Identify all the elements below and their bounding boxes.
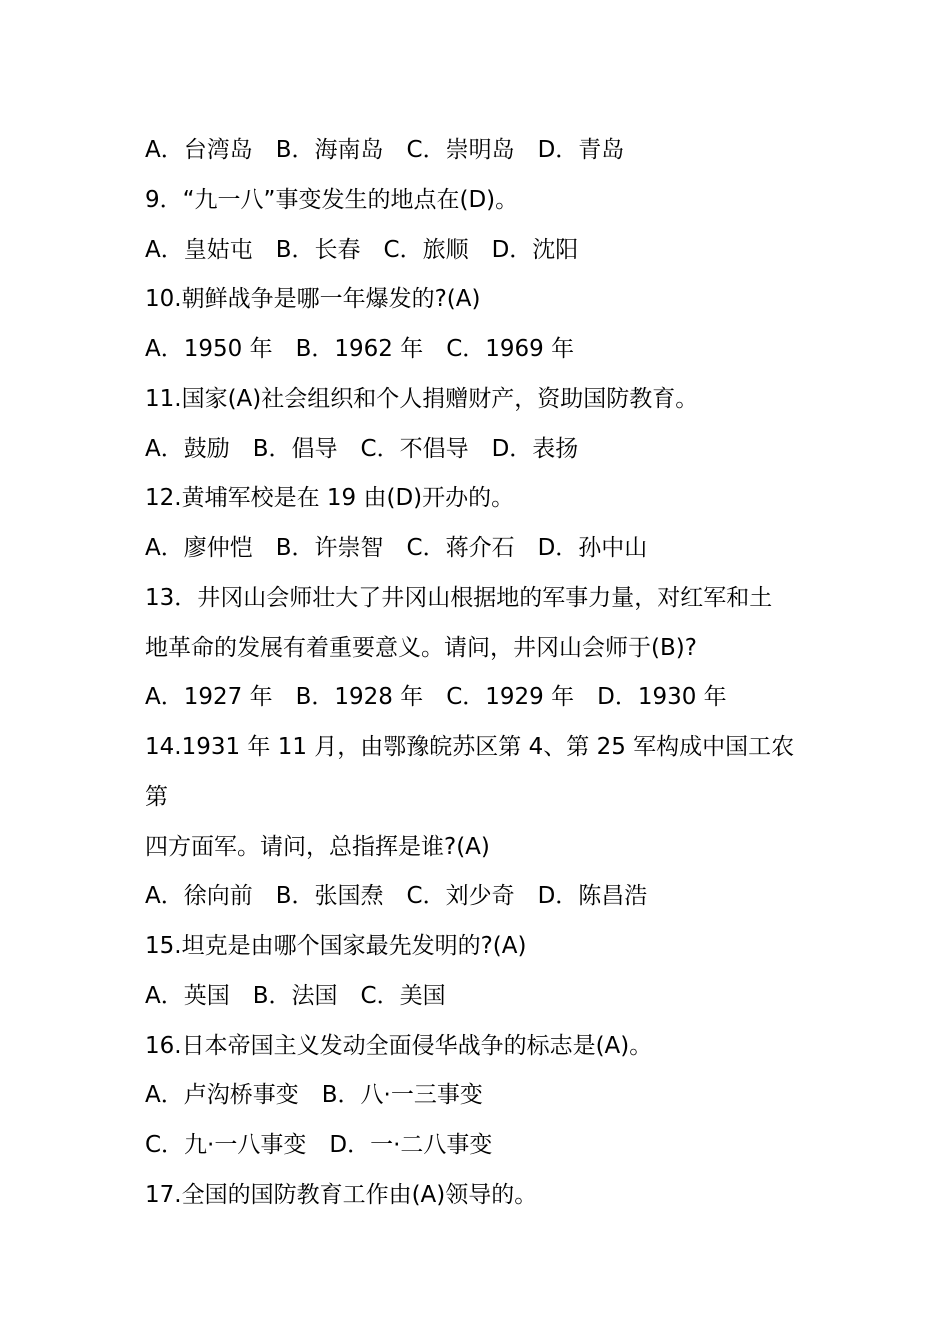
text-line: A．台湾岛 B．海南岛 C．崇明岛 D．青岛 [145,137,625,163]
text-line: C．九·一八事变 D．一·二八事变 [145,1132,493,1158]
text-line: 16.日本帝国主义发动全面侵华战争的标志是(A)。 [145,1033,653,1059]
text-line: 地革命的发展有着重要意义。请问，井冈山会师于(B)? [145,635,697,661]
text-line: 14.1931 年 11 月，由鄂豫皖苏区第 4、第 25 军构成中国工农 [145,734,795,760]
text-line: A．1927 年 B．1928 年 C．1929 年 D．1930 年 [145,684,727,710]
text-line: 11.国家(A)社会组织和个人捐赠财产，资助国防教育。 [145,386,699,412]
text-line: 13．井冈山会师壮大了井冈山根据地的军事力量，对红军和土 [145,585,773,611]
text-line: A．卢沟桥事变 B．八·一三事变 [145,1082,483,1108]
text-line: A．鼓励 B．倡导 C．不倡导 D．表扬 [145,436,579,462]
text-line: 9．“九一八”事变发生的地点在(D)。 [145,187,519,213]
text-line: 12.黄埔军校是在 19 由(D)开办的。 [145,485,515,511]
text-line: A．皇姑屯 B．长春 C．旅顺 D．沈阳 [145,237,579,263]
text-line: A．英国 B．法国 C．美国 [145,983,446,1009]
text-line: 四方面军。请问，总指挥是谁?(A) [145,834,490,860]
text-line: A．1950 年 B．1962 年 C．1969 年 [145,336,575,362]
text-line: 15.坦克是由哪个国家最先发明的?(A) [145,933,527,959]
text-line: A．徐向前 B．张国焘 C．刘少奇 D．陈昌浩 [145,883,648,909]
text-line: 第 [145,784,168,810]
text-line: 17.全国的国防教育工作由(A)领导的。 [145,1182,538,1208]
text-line: A．廖仲恺 B．许崇智 C．蒋介石 D．孙中山 [145,535,648,561]
text-line: 10.朝鲜战争是哪一年爆发的?(A) [145,286,481,312]
